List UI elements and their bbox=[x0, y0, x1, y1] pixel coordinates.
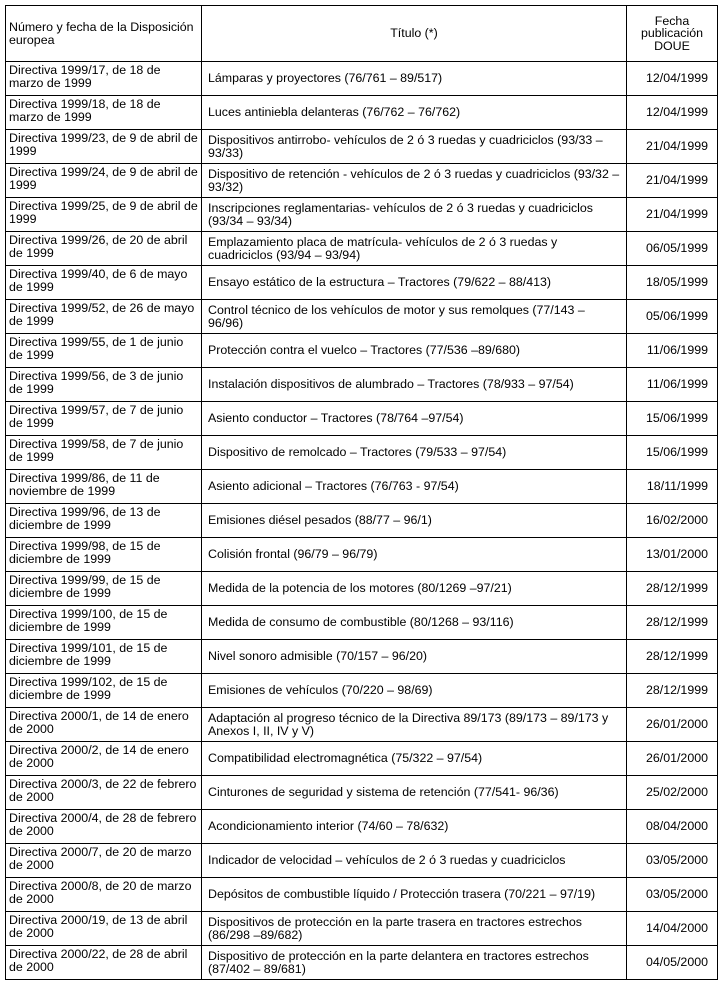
table-row bbox=[6, 674, 718, 708]
table-row bbox=[6, 640, 718, 674]
table-row bbox=[6, 708, 718, 742]
table-row bbox=[6, 810, 718, 844]
table-row bbox=[6, 776, 718, 810]
cell-date: 21/04/1999 bbox=[627, 164, 718, 198]
cell-title: Cinturones de seguridad y sistema de retención (77/541- 96/36) bbox=[202, 776, 627, 810]
cell-date: 21/04/1999 bbox=[627, 130, 718, 164]
cell-title: Emisiones de vehículos (70/220 – 98/69) bbox=[202, 674, 627, 708]
cell-date: 03/05/2000 bbox=[627, 878, 718, 912]
cell-date: 28/12/1999 bbox=[627, 640, 718, 674]
cell-title: Asiento adicional – Tractores (76/763 - 97/54) bbox=[202, 470, 627, 504]
cell-date: 28/12/1999 bbox=[627, 572, 718, 606]
cell-date: 18/11/1999 bbox=[627, 470, 718, 504]
cell-title: Adaptación al progreso técnico de la Directiva 89/173 (89/173 – 89/173 y Anexos I, II, IV y V) bbox=[202, 708, 627, 742]
cell-disposition: Directiva 1999/24, de 9 de abril de 1999 bbox=[6, 164, 202, 198]
table-row bbox=[6, 572, 718, 606]
cell-disposition: Directiva 2000/2, de 14 de enero de 2000 bbox=[6, 742, 202, 776]
cell-title: Depósitos de combustible líquido / Protección trasera (70/221 – 97/19) bbox=[202, 878, 627, 912]
cell-date: 25/02/2000 bbox=[627, 776, 718, 810]
cell-date: 15/06/1999 bbox=[627, 402, 718, 436]
table-row bbox=[6, 538, 718, 572]
cell-disposition: Directiva 2000/7, de 20 de marzo de 2000 bbox=[6, 844, 202, 878]
cell-date: 11/06/1999 bbox=[627, 334, 718, 368]
cell-date: 04/05/2000 bbox=[627, 946, 718, 980]
cell-disposition: Directiva 1999/96, de 13 de diciembre de 1999 bbox=[6, 504, 202, 538]
cell-title: Luces antiniebla delanteras (76/762 – 76/762) bbox=[202, 96, 627, 130]
table-row bbox=[6, 130, 718, 164]
cell-date: 06/05/1999 bbox=[627, 232, 718, 266]
cell-disposition: Directiva 1999/100, de 15 de diciembre de 1999 bbox=[6, 606, 202, 640]
cell-date: 03/05/2000 bbox=[627, 844, 718, 878]
cell-disposition: Directiva 2000/8, de 20 de marzo de 2000 bbox=[6, 878, 202, 912]
table-row bbox=[6, 606, 718, 640]
table-row bbox=[6, 946, 718, 980]
cell-title: Inscripciones reglamentarias- vehículos de 2 ó 3 ruedas y cuadriciclos (93/34 – 93/34) bbox=[202, 198, 627, 232]
cell-title: Lámparas y proyectores (76/761 – 89/517) bbox=[202, 62, 627, 96]
cell-date: 28/12/1999 bbox=[627, 606, 718, 640]
cell-disposition: Directiva 1999/101, de 15 de diciembre de 1999 bbox=[6, 640, 202, 674]
cell-disposition: Directiva 1999/52, de 26 de mayo de 1999 bbox=[6, 300, 202, 334]
cell-disposition: Directiva 1999/98, de 15 de diciembre de 1999 bbox=[6, 538, 202, 572]
table-row bbox=[6, 266, 718, 300]
cell-disposition: Directiva 2000/3, de 22 de febrero de 2000 bbox=[6, 776, 202, 810]
table-row bbox=[6, 300, 718, 334]
table-row bbox=[6, 504, 718, 538]
cell-date: 12/04/1999 bbox=[627, 62, 718, 96]
table-row bbox=[6, 198, 718, 232]
table-row bbox=[6, 844, 718, 878]
cell-disposition: Directiva 2000/22, de 28 de abril de 2000 bbox=[6, 946, 202, 980]
cell-date: 21/04/1999 bbox=[627, 198, 718, 232]
cell-title: Dispositivos de protección en la parte trasera en tractores estrechos (86/298 –89/682) bbox=[202, 912, 627, 946]
table-row bbox=[6, 232, 718, 266]
cell-title: Control técnico de los vehículos de motor y sus remolques (77/143 – 96/96) bbox=[202, 300, 627, 334]
cell-date: 15/06/1999 bbox=[627, 436, 718, 470]
cell-disposition: Directiva 1999/26, de 20 de abril de 1999 bbox=[6, 232, 202, 266]
cell-disposition: Directiva 1999/40, de 6 de mayo de 1999 bbox=[6, 266, 202, 300]
directives-table bbox=[5, 5, 718, 980]
cell-disposition: Directiva 1999/58, de 7 de junio de 1999 bbox=[6, 436, 202, 470]
cell-title: Dispositivos antirrobo- vehículos de 2 ó 3 ruedas y cuadriciclos (93/33 – 93/33) bbox=[202, 130, 627, 164]
table-row bbox=[6, 62, 718, 96]
cell-date: 26/01/2000 bbox=[627, 742, 718, 776]
table-row bbox=[6, 334, 718, 368]
cell-title: Asiento conductor – Tractores (78/764 –97/54) bbox=[202, 402, 627, 436]
cell-date: 26/01/2000 bbox=[627, 708, 718, 742]
cell-disposition: Directiva 1999/18, de 18 de marzo de 1999 bbox=[6, 96, 202, 130]
cell-title: Dispositivo de protección en la parte delantera en tractores estrechos (87/402 – 89/681) bbox=[202, 946, 627, 980]
cell-date: 14/04/2000 bbox=[627, 912, 718, 946]
table-header-row bbox=[6, 6, 718, 62]
cell-title: Medida de consumo de combustible (80/1268 – 93/116) bbox=[202, 606, 627, 640]
cell-title: Protección contra el vuelco – Tractores (77/536 –89/680) bbox=[202, 334, 627, 368]
header-date-line1: Fecha bbox=[654, 13, 690, 28]
header-date-line2: publicación bbox=[641, 26, 703, 41]
table-row bbox=[6, 164, 718, 198]
cell-disposition: Directiva 1999/86, de 11 de noviembre de 1999 bbox=[6, 470, 202, 504]
cell-date: 05/06/1999 bbox=[627, 300, 718, 334]
cell-title: Colisión frontal (96/79 – 96/79) bbox=[202, 538, 627, 572]
cell-disposition: Directiva 2000/1, de 14 de enero de 2000 bbox=[6, 708, 202, 742]
cell-date: 08/04/2000 bbox=[627, 810, 718, 844]
cell-disposition: Directiva 1999/102, de 15 de diciembre de 1999 bbox=[6, 674, 202, 708]
header-disposition: Número y fecha de la Disposición europea bbox=[6, 6, 202, 62]
cell-title: Compatibilidad electromagnética (75/322 – 97/54) bbox=[202, 742, 627, 776]
cell-title: Dispositivo de retención - vehículos de 2 ó 3 ruedas y cuadriciclos (93/32 – 93/32) bbox=[202, 164, 627, 198]
cell-title: Medida de la potencia de los motores (80/1269 –97/21) bbox=[202, 572, 627, 606]
cell-date: 11/06/1999 bbox=[627, 368, 718, 402]
cell-disposition: Directiva 1999/17, de 18 de marzo de 1999 bbox=[6, 62, 202, 96]
header-title: Título (*) bbox=[202, 6, 627, 62]
table-row bbox=[6, 878, 718, 912]
cell-date: 28/12/1999 bbox=[627, 674, 718, 708]
table-row bbox=[6, 96, 718, 130]
table-row bbox=[6, 912, 718, 946]
table-row bbox=[6, 402, 718, 436]
cell-title: Nivel sonoro admisible (70/157 – 96/20) bbox=[202, 640, 627, 674]
cell-title: Instalación dispositivos de alumbrado – Tractores (78/933 – 97/54) bbox=[202, 368, 627, 402]
cell-title: Ensayo estático de la estructura – Tractores (79/622 – 88/413) bbox=[202, 266, 627, 300]
cell-title: Acondicionamiento interior (74/60 – 78/632) bbox=[202, 810, 627, 844]
cell-title: Emisiones diésel pesados (88/77 – 96/1) bbox=[202, 504, 627, 538]
cell-disposition: Directiva 1999/56, de 3 de junio de 1999 bbox=[6, 368, 202, 402]
table-row bbox=[6, 742, 718, 776]
cell-disposition: Directiva 1999/99, de 15 de diciembre de 1999 bbox=[6, 572, 202, 606]
cell-disposition: Directiva 2000/19, de 13 de abril de 2000 bbox=[6, 912, 202, 946]
cell-date: 13/01/2000 bbox=[627, 538, 718, 572]
cell-date: 16/02/2000 bbox=[627, 504, 718, 538]
cell-title: Emplazamiento placa de matrícula- vehículos de 2 ó 3 ruedas y cuadriciclos (93/94 – 93/94) bbox=[202, 232, 627, 266]
cell-title: Indicador de velocidad – vehículos de 2 ó 3 ruedas y cuadriciclos bbox=[202, 844, 627, 878]
table-row bbox=[6, 470, 718, 504]
cell-disposition: Directiva 1999/25, de 9 de abril de 1999 bbox=[6, 198, 202, 232]
cell-disposition: Directiva 1999/55, de 1 de junio de 1999 bbox=[6, 334, 202, 368]
table-body bbox=[6, 62, 718, 980]
cell-date: 12/04/1999 bbox=[627, 96, 718, 130]
cell-date: 18/05/1999 bbox=[627, 266, 718, 300]
cell-disposition: Directiva 1999/23, de 9 de abril de 1999 bbox=[6, 130, 202, 164]
cell-disposition: Directiva 2000/4, de 28 de febrero de 2000 bbox=[6, 810, 202, 844]
header-date-line3: DOUE bbox=[654, 38, 690, 53]
table-row bbox=[6, 368, 718, 402]
table-row bbox=[6, 436, 718, 470]
cell-title: Dispositivo de remolcado – Tractores (79/533 – 97/54) bbox=[202, 436, 627, 470]
document-page bbox=[5, 5, 717, 980]
cell-disposition: Directiva 1999/57, de 7 de junio de 1999 bbox=[6, 402, 202, 436]
header-date bbox=[627, 6, 718, 62]
